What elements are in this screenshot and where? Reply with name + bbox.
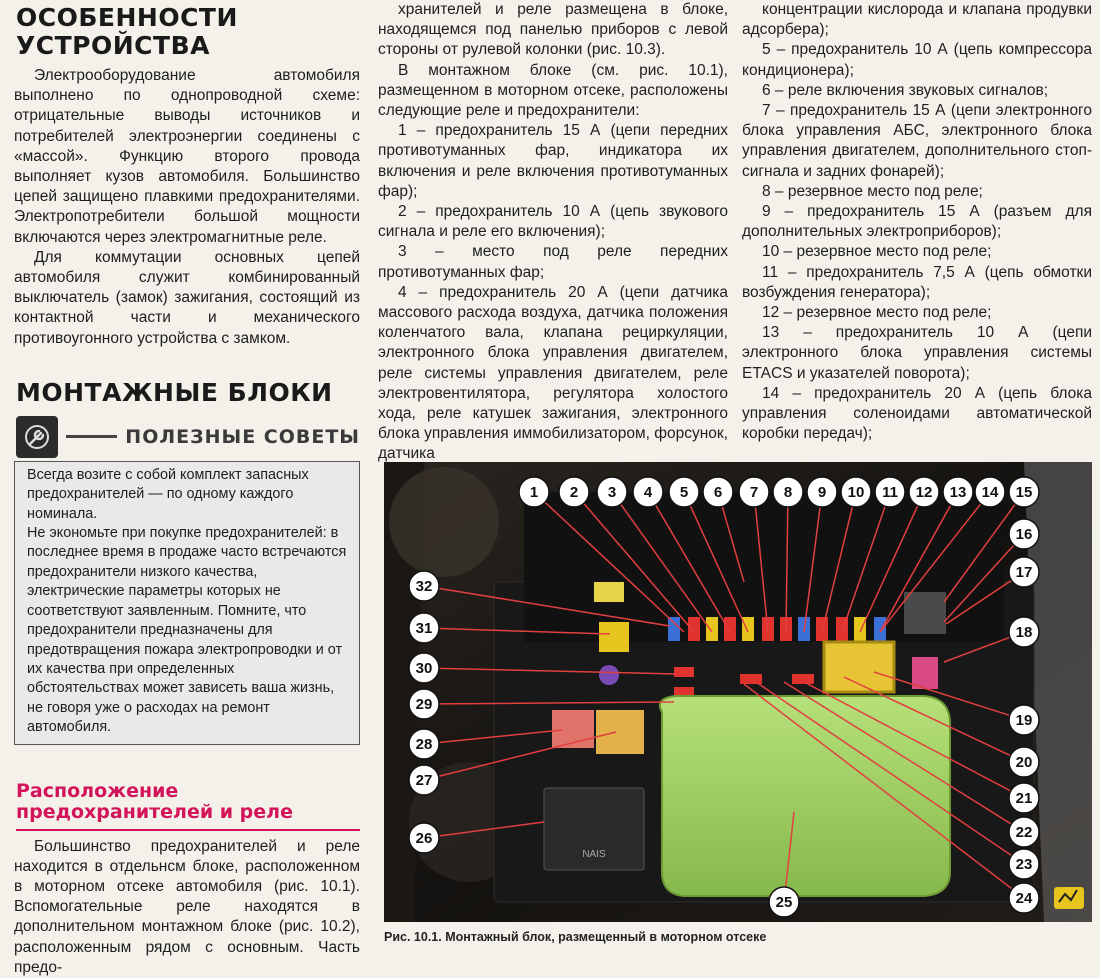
fuse-block-photo: [384, 462, 1092, 922]
fuse-blue: [874, 617, 886, 641]
svg-text:24: 24: [1015, 890, 1033, 907]
svg-text:22: 22: [1015, 824, 1033, 841]
svg-text:20: 20: [1015, 754, 1033, 771]
callout-4: [633, 477, 663, 507]
callout-1: [519, 477, 549, 507]
maxi-fuse-orange: [596, 710, 644, 754]
svg-text:25: 25: [775, 894, 793, 911]
column-2: [378, 0, 728, 465]
fuse-yellow: [854, 617, 866, 641]
svg-text:21: 21: [1015, 790, 1033, 807]
fuse-red: [688, 617, 700, 641]
purple-terminal: [599, 665, 619, 685]
fuse-yellow: [706, 617, 718, 641]
tips-title: ПОЛЕЗНЫЕ СОВЕТЫ: [125, 425, 360, 448]
paragraph-continued: концентрации кислорода и клапана продувки адсорбера);: [742, 1, 1092, 39]
svg-text:10: 10: [847, 484, 865, 501]
callout-26: [409, 823, 439, 853]
svg-text:1: 1: [529, 484, 539, 501]
battery-terminal: [594, 582, 624, 602]
callout-3: [597, 477, 627, 507]
callout-28: [409, 729, 439, 759]
tip-quality: Не экономьте при покупке предохранителей: в последнее время в продаже часто встречаются предохранители низкого качества, электрические параметры которых не соответствуют заявленным. Помните, что предохранители предназначены для предотвращения пожара электропроводки и от их качества при определенных обстоятельствах может зависеть ваша жизнь, не говоря уже о расходах на ремонт автомобиля.: [27, 525, 347, 736]
callout-10: [841, 477, 871, 507]
list-item: 12 – резервное место под реле;: [762, 304, 992, 322]
callout-31: [409, 613, 439, 643]
list-item: 5 – предохранитель 10 А (цепь компрессора кондиционера);: [742, 41, 1092, 79]
callout-29: [409, 689, 439, 719]
callout-8: [773, 477, 803, 507]
svg-text:8: 8: [783, 484, 793, 501]
svg-text:14: 14: [981, 484, 999, 501]
heading-rule: [16, 829, 360, 831]
tips-header: [14, 415, 360, 459]
list-item: 6 – реле включения звуковых сигналов;: [762, 81, 1049, 99]
svg-text:28: 28: [415, 736, 433, 753]
svg-text:32: 32: [415, 578, 433, 595]
fuse-blue: [668, 617, 680, 641]
list-item: 1 – предохранитель 15 А (цепи передних противотуманных фар, индикатора их включения и реле включения противотуманных фар);: [378, 122, 728, 200]
tip-spare-fuses: Всегда возите с собой комплект запасных предохранителей — по одному каждого номинала.: [27, 466, 309, 522]
callout-30: [409, 653, 439, 683]
wrench-icon: [16, 416, 58, 458]
callout-24: [1009, 883, 1039, 913]
callout-15: [1009, 477, 1039, 507]
svg-text:18: 18: [1015, 624, 1033, 641]
green-cover: [660, 696, 950, 896]
list-item: 8 – резервное место под реле;: [762, 182, 983, 200]
callout-25: [769, 887, 799, 917]
list-item: 3 – место под реле передних противотуманных фар;: [378, 243, 728, 281]
svg-text:31: 31: [415, 620, 433, 637]
callout-12: [909, 477, 939, 507]
svg-text:13: 13: [949, 484, 967, 501]
callout-5: [669, 477, 699, 507]
svg-text:7: 7: [749, 484, 759, 501]
list-item: 13 – предохранитель 10 А (цепи электронного блока управления системы ETACS и указателей поворота);: [742, 324, 1092, 382]
engine-part: [389, 467, 499, 577]
paragraph-ignition-switch: Для коммутации основных цепей автомобиля служит комбинированный выключатель (замок) зажигания, состоящий из контактной части и механического противоугонного устройства с замком.: [14, 248, 360, 347]
callout-20: [1009, 747, 1039, 777]
paragraph-fuse-location: Большинство предохранителей и реле находится в отдельнсм блоке, расположенном в моторном отсеке автомобиля (рис. 10.1). Вспомогательные реле находятся в дополнительном монтажном блоке (рис. 10.2), расположенным рядом с основным. Часть предо-: [14, 837, 360, 976]
list-item: 14 – предохранитель 20 А (цепь блока управления соленоидами автоматической коробки передач);: [742, 384, 1092, 443]
callout-16: [1009, 519, 1039, 549]
list-item: 11 – предохранитель 7,5 А (цепь обмотки возбуждения генератора);: [742, 263, 1092, 301]
heading-mounting-blocks: МОНТАЖНЫЕ БЛОКИ: [16, 377, 333, 407]
relay-label: NAIS: [582, 849, 606, 860]
paragraph-continued: хранителей и реле размещена в блоке, находящемся под панелью приборов с левой стороны от рулевой колонки (рис. 10.3).: [378, 1, 728, 59]
column-3: [742, 0, 1092, 444]
svg-text:11: 11: [882, 484, 898, 501]
heading-fuse-location: Расположение предохранителей и реле: [16, 779, 293, 823]
callout-21: [1009, 783, 1039, 813]
figure-caption: Рис. 10.1. Монтажный блок, размещенный в моторном отсеке: [384, 930, 767, 944]
callout-18: [1009, 617, 1039, 647]
callout-22: [1009, 817, 1039, 847]
paragraph-mounting-block-intro: В монтажном блоке (см. рис. 10.1), размещенном в моторном отсеке, расположены следующие реле и предохранители:: [378, 61, 728, 120]
callout-2: [559, 477, 589, 507]
svg-text:4: 4: [643, 484, 653, 501]
paragraph-electrical-scheme: Электрооборудование автомобиля выполнено по однопроводной схеме: отрицательные выводы источников и потребителей электроэнергии соединены с «массой». Функцию второго провода выполняет кузов автомобиля. Большинство цепей защищено плавкими предохранителями. Электропотребители большой мощности включаются через электромагнитные реле.: [14, 67, 360, 246]
callout-32: [409, 571, 439, 601]
list-item: 7 – предохранитель 15 А (цепи электронного блока управления АБС, электронного блока управления двигателем, дополнительного стоп-сигнала и задних фонарей);: [742, 102, 1092, 180]
svg-text:15: 15: [1015, 484, 1033, 501]
svg-text:27: 27: [415, 772, 433, 789]
svg-text:19: 19: [1015, 712, 1033, 729]
list-item: 4 – предохранитель 20 А (цепи датчика массового расхода воздуха, датчика положения коленчатого вала, клапана рециркуляции, электронного блока управления двигателем, реле системы управления двигателем, реле электровентилятора, регулятора холостого хода, реле катушек зажигания, электронного блока управления иммобилизатором, форсунок, датчика: [378, 283, 728, 463]
tips-box: [14, 461, 360, 745]
svg-text:12: 12: [915, 484, 933, 501]
list-item: 9 – предохранитель 15 А (разъем для дополнительных электроприборов);: [742, 203, 1092, 241]
list-item: 2 – предохранитель 10 А (цепь звукового сигнала и реле его включения);: [378, 203, 728, 241]
callout-23: [1009, 849, 1039, 879]
svg-text:30: 30: [415, 660, 433, 677]
pink-fuse: [912, 657, 938, 689]
callout-11: [875, 477, 905, 507]
heading-features: ОСОБЕННОСТИ УСТРОЙСТВА: [16, 3, 238, 60]
svg-text:17: 17: [1015, 564, 1033, 581]
callout-7: [739, 477, 769, 507]
publisher-logo: [1054, 887, 1084, 909]
callout-6: [703, 477, 733, 507]
callout-27: [409, 765, 439, 795]
svg-text:26: 26: [415, 830, 433, 847]
callout-14: [975, 477, 1005, 507]
svg-text:9: 9: [817, 484, 827, 501]
svg-text:2: 2: [569, 484, 579, 501]
callout-19: [1009, 705, 1039, 735]
list-item: 10 – резервное место под реле;: [762, 243, 992, 261]
relay-slot: [904, 592, 946, 634]
callout-17: [1009, 557, 1039, 587]
tips-rule: [66, 435, 117, 438]
svg-text:16: 16: [1015, 526, 1033, 543]
svg-text:29: 29: [415, 696, 433, 713]
callout-13: [943, 477, 973, 507]
svg-text:5: 5: [679, 484, 689, 501]
fuse-red: [724, 617, 736, 641]
svg-text:23: 23: [1015, 856, 1033, 873]
svg-text:6: 6: [713, 484, 723, 501]
yellow-fuse-block: [599, 622, 629, 652]
fuse-yellow: [742, 617, 754, 641]
column-1: [14, 0, 360, 978]
svg-text:3: 3: [607, 484, 617, 501]
callout-9: [807, 477, 837, 507]
